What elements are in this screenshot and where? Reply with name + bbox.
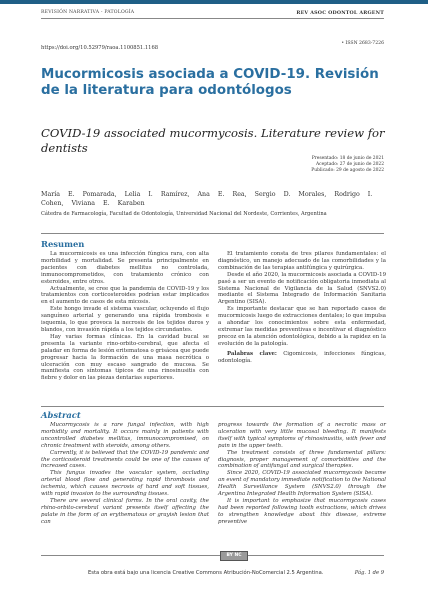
resumen-column-left [41,251,209,382]
creative-commons-badge[interactable]: BY NC [220,551,248,561]
keywords [218,351,386,365]
resumen-column-right [218,251,386,365]
abstract-column-right [218,422,386,526]
date-published: Publicado: 29 de agosto de 2022 [311,168,384,173]
journal-name: REV ASOC ODONTOL ARGENT [296,10,384,16]
title-spanish: Mucormicosis asociada a COVID-19. Revisión de la literatura para odontólogos [41,67,379,98]
abstract-paragraph: Currently, it is believed that the COVID-19 pandemic and the corticosteroid treatments could be one of the causes of increased cases. [41,449,209,470]
resumen-paragraph: Este hongo invade el sistema vascular, ocluyendo el flujo sanguíneo arterial y generando una rápida trombosis e isquemia, lo que provoca la necrosis de los tejidos duros y blandos, con invasión rápida a los tejidos circundantes. [41,306,209,333]
title-english: COVID-19 associated mucormycosis. Literature review for dentists [41,126,385,155]
resumen-divider [41,233,384,234]
page-number: Pág. 1 de 9 [354,570,384,576]
keywords-text: Cigomicosis, infecciones fúngicas, odontología. [218,350,386,364]
abstract-paragraph: Since 2020, COVID-19 associated mucormycosis became an event of mandatory immediate notification to the National Health Surveillance System (SNVS2.0) through the Argentina Integrated Health Information System (SISA). [218,470,386,498]
resumen-paragraph: Hay varias formas clínicas. En la cavidad bucal se presenta la variante rino-orbito-cerebral, que afecta el paladar en forma de lesión eritematosa o grisácea que puede progresar hacia la formación de una masa necrótica o ulceración con muy escaso sangrado de mucosa. Se manifiesta con síntomas típicos de una rinosinusitis con fiebre y dolor en las piezas dentarias superiores. [41,333,209,382]
abstract-paragraph: The treatment consists of three fundamental pillars: diagnosis, proper management of comorbidities and the combination of antifungal and surgical therapies. [218,449,386,470]
keywords-label: Palabras clave: [227,350,277,357]
abstract-heading: Abstract [41,410,81,420]
affiliation: Cátedra de Farmacología, Facultad de Odontología, Universidad Nacional del Nordeste, Corrientes, Argentina [41,211,327,217]
resumen-paragraph: El tratamiento consta de tres pilares fundamentales: el diagnóstico, un manejo adecuado de las comorbilidades y la combinación de las terapias antifúngica y quirúrgica. [218,251,386,271]
header-divider [41,18,384,19]
resumen-paragraph: Es importante destacar que se han reportado casos de mucormicosis luego de extracciones dentales; lo que impulsa a ahondar los conocimientos sobre esta enfermedad, extremar las medidas preventivas e incentivar el diagnóstico precoz en la atención odontológica, debido a la rapidez en la evolución de la patología. [218,306,386,347]
resumen-paragraph: Desde el año 2020, la mucormicosis asociada a COVID-19 pasó a ser un evento de notificación obligatoria inmediata al Sistema Nacional de Vigilancia de la Salud (SNVS2.0) mediante el Sistema Integrado de Información Sanitaria Argentino (SISA). [218,271,386,306]
license-text: Esta obra está bajo una licencia Creative Commons Atribución-NoComercial 2.5 Argentina. [88,570,324,576]
abstract-paragraph: This fungus invades the vascular system, occluding arterial blood flow and generating rapid thrombosis and ischemia, which causes necrosis of hard and soft tissues, with rapid invasion to the surrounding tissues. [41,470,209,498]
resumen-heading: Resumen [41,239,85,249]
resumen-paragraph: Actualmente, se cree que la pandemia de COVID-19 y los tratamientos con corticosteroides podrían estar implicados en el aumento de casos de esta micosis. [41,285,209,306]
article-dates [311,156,384,174]
issn: • ISSN 2683-7226 [341,41,384,46]
top-accent-bar [0,0,428,4]
section-label: REVISIÓN NARRATIVA - PATOLOGÍA [41,10,135,15]
abstract-paragraph: It is important to emphasize that mucormycosis cases had been reported following tooth extractions, which drives to strengthen knowledge about this disease, extreme preventive [218,497,386,525]
abstract-divider [41,406,384,407]
footer-divider [41,555,384,556]
date-accepted: Aceptado: 27 de junio de 2022 [316,162,384,167]
doi-link[interactable]: https://doi.org/10.52979/raoa.1100851.1168 [41,45,159,51]
resumen-paragraph: La mucormicosis es una infección fúngica rara, con alta morbilidad y mortalidad. Se presenta principalmente en pacientes con diabetes mellitus no controlada, inmunocomprometidos, con tratamiento crónico con esteroides, entre otros. [41,251,209,285]
date-received: Presentado: 18 de junio de 2021 [311,156,384,161]
author-list: María E. Pomarada, Lelia I. Ramírez, Ana E. Rea, Sergio D. Morales, Rodrigo I. Cohen, Viviana E. Karaben [41,191,373,207]
abstract-paragraph: There are several clinical forms. In the oral cavity, the rhino-orbito-cerebral variant presents itself affecting the palate in the form of an erythematous or grayish lesion that can [41,497,209,525]
abstract-column-left [41,422,209,526]
abstract-paragraph: progress towards the formation of a necrotic mass or ulceration with very little mucosal bleeding. It manifests itself with typical symptoms of rhinosinusitis, with fever and pain in the upper teeth. [218,422,386,449]
abstract-paragraph: Mucormycosis is a rare fungal infection, with high morbidity and mortality. It occurs mainly in patients with uncontrolled diabetes mellitus, immunocompromised, on chronic treatment with steroids, among others. [41,422,209,449]
